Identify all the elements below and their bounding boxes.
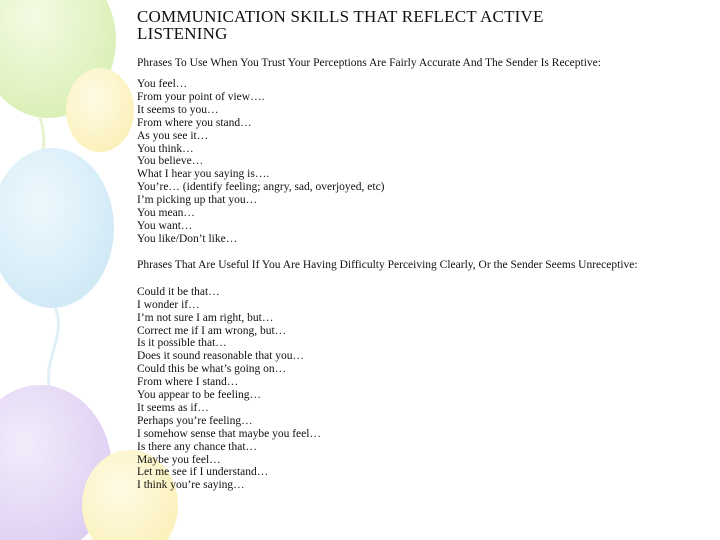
list-item: As you see it… <box>137 129 209 142</box>
list-item: It seems to you… <box>137 103 219 116</box>
list-item: From where you stand… <box>137 116 252 129</box>
section-difficulty-perceiving <box>137 258 697 493</box>
list-item: I think you’re saying… <box>137 479 245 492</box>
list-item: I somehow sense that maybe you feel… <box>137 427 321 440</box>
list-item: Is it possible that… <box>137 337 227 350</box>
list-item: It seems as if… <box>137 401 209 414</box>
list-item: You mean… <box>137 207 195 220</box>
list-item: You believe… <box>137 155 204 168</box>
list-item: You like/Don’t like… <box>137 232 238 245</box>
list-item: Does it sound reasonable that you… <box>137 350 305 363</box>
list-item: Let me see if I understand… <box>137 466 269 479</box>
list-item: I’m picking up that you… <box>137 194 258 207</box>
section-accurate-perceptions <box>137 56 697 246</box>
list-item: What I hear you saying is…. <box>137 168 270 181</box>
list-item: Correct me if I am wrong, but… <box>137 324 287 337</box>
list-item: I’m not sure I am right, but… <box>137 311 274 324</box>
blue-balloon <box>0 148 114 410</box>
section-heading: Phrases That Are Useful If You Are Having Difficulty Perceiving Clearly, Or the Sender Seems Unreceptive: <box>137 258 638 271</box>
list-item: Is there any chance that… <box>137 440 258 453</box>
page-title <box>137 8 697 42</box>
title-line-1: COMMUNICATION SKILLS THAT REFLECT ACTIVE <box>137 7 544 26</box>
phrase-list <box>137 78 697 246</box>
title-line-2: LISTENING <box>137 24 228 43</box>
list-item: You appear to be feeling… <box>137 389 262 402</box>
list-item: Maybe you feel… <box>137 453 221 466</box>
section-heading: Phrases To Use When You Trust Your Perceptions Are Fairly Accurate And The Sender Is Receptive: <box>137 57 601 69</box>
list-item: From where I stand… <box>137 376 239 389</box>
yellow-balloon <box>66 68 134 152</box>
list-item: Perhaps you’re feeling… <box>137 414 253 427</box>
list-item: You think… <box>137 142 194 155</box>
list-item: You want… <box>137 219 193 232</box>
list-item: You’re… (identify feeling; angry, sad, overjoyed, etc) <box>137 181 385 194</box>
list-item: From your point of view…. <box>137 90 265 103</box>
list-item: Could this be what’s going on… <box>137 363 287 376</box>
list-item: You feel… <box>137 78 188 90</box>
list-item: I wonder if… <box>137 298 200 311</box>
list-item: Could it be that… <box>137 285 220 298</box>
phrase-list <box>137 286 697 493</box>
document-page <box>137 8 697 492</box>
